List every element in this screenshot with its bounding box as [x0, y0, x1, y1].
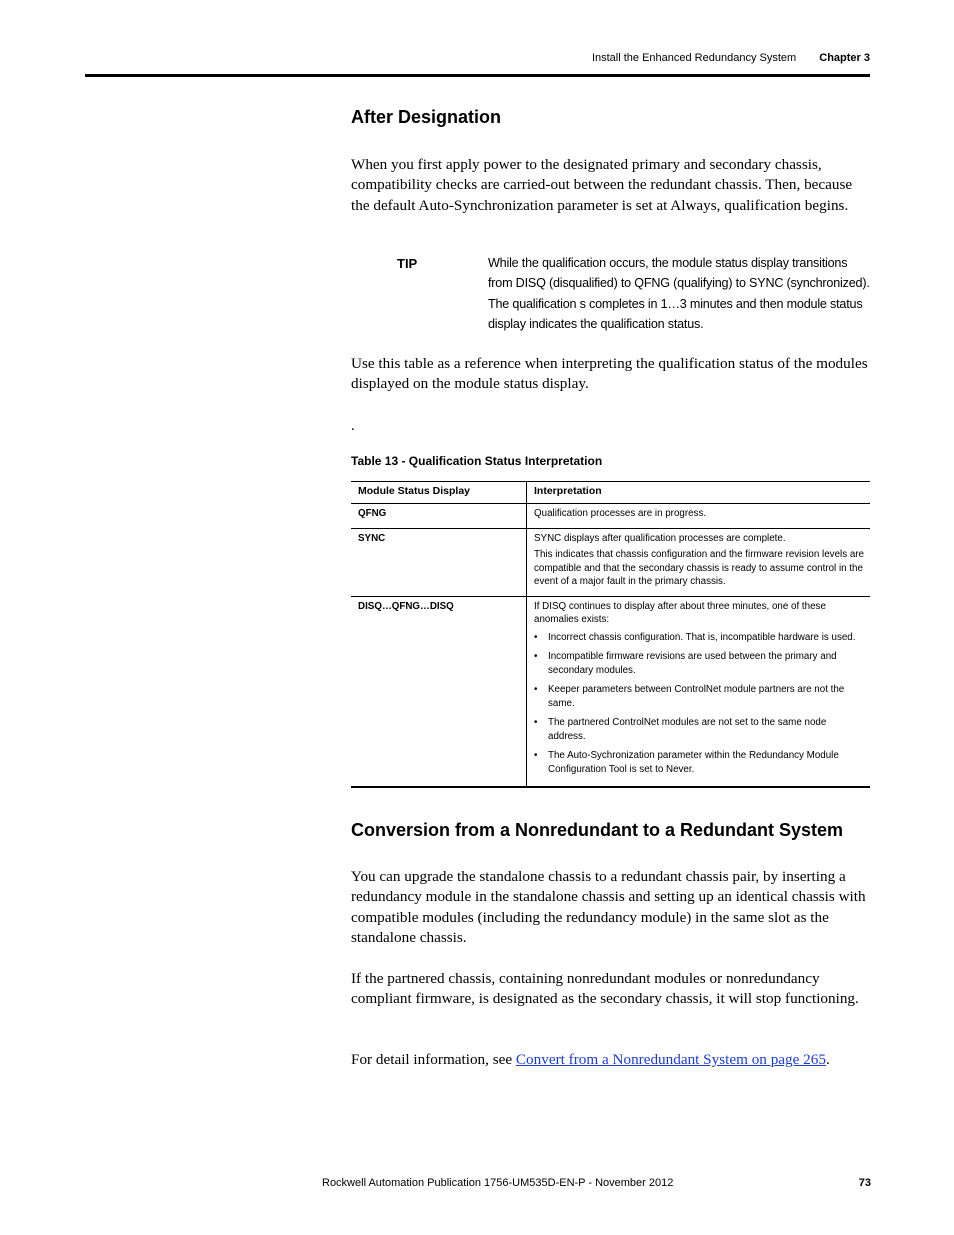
tip-text: While the qualification occurs, the module status display transitions from DISQ (disqualified) to QFNG (qualifying) to SYNC (synchronized). The qualification s completes in 1…3 minutes and then module status display indicates the qualification status.	[488, 256, 870, 331]
qualification-status-table	[351, 481, 870, 788]
interpretation-cell	[527, 528, 871, 596]
reference-suffix: .	[825, 1051, 830, 1068]
status-code-cell: DISQ…QFNG…DISQ	[351, 596, 527, 787]
page-number: 73	[858, 1177, 871, 1189]
interpretation-text: If DISQ continues to display after about three minutes, one of these anomalies exists:	[534, 600, 826, 625]
table-header-row	[351, 482, 870, 504]
interpretation-cell	[527, 596, 871, 787]
intro-paragraph: When you first apply power to the designated primary and secondary chassis, compatibility checks are carried-out between the redundant chassis. Then, because the default Auto-Synchronization parameter is set at Always, qualification begins.	[351, 156, 853, 214]
interpretation-cell	[527, 504, 871, 529]
list-item: • Incompatible firmware revisions are used between the primary and secondary modules.	[534, 650, 864, 677]
footer-publication: Rockwell Automation Publication 1756-UM535D-EN-P - November 2012	[322, 1177, 674, 1189]
header-section-title: Install the Enhanced Redundancy System	[591, 52, 797, 64]
table-header-cell: Interpretation	[527, 482, 871, 504]
heading-after-designation: After Designation	[351, 107, 502, 127]
list-item: • Incorrect chassis configuration. That is, incompatible hardware is used.	[534, 631, 864, 645]
status-code-cell: QFNG	[351, 504, 527, 529]
conversion-paragraph-3	[351, 1050, 871, 1070]
running-header	[0, 52, 870, 64]
heading-conversion: Conversion from a Nonredundant to a Redundant System	[351, 820, 844, 840]
table-intro-paragraph: Use this table as a reference when interpreting the qualification status of the modules displayed on the module status display.	[351, 355, 868, 393]
list-item: • Keeper parameters between ControlNet module partners are not the same.	[534, 683, 864, 710]
reference-prefix: For detail information, see	[351, 1051, 516, 1068]
table-row	[351, 528, 870, 596]
anomaly-list	[534, 631, 864, 777]
status-code-cell: SYNC	[351, 528, 527, 596]
stray-dot: .	[351, 418, 355, 434]
conversion-paragraph-2: If the partnered chassis, containing nonredundant modules or nonredundancy compliant firmware, is designated as the secondary chassis, it will stop functioning.	[351, 970, 859, 1008]
list-item: • The partnered ControlNet modules are not set to the same node address.	[534, 716, 864, 743]
table-caption: Table 13 - Qualification Status Interpretation	[351, 454, 603, 468]
conversion-paragraph-1: You can upgrade the standalone chassis to a redundant chassis pair, by inserting a redundancy module in the standalone chassis and setting up an identical chassis with compatible modules (including the redundancy module) in the same slot as the standalone chassis.	[351, 868, 866, 946]
interpretation-text: Qualification processes are in progress.	[534, 508, 707, 519]
header-chapter: Chapter 3	[819, 52, 870, 64]
convert-nonredundant-link[interactable]: Convert from a Nonredundant System on page 265	[515, 1051, 826, 1068]
table-row	[351, 504, 870, 529]
interpretation-text: SYNC displays after qualification processes are complete.	[534, 532, 786, 544]
interpretation-text: This indicates that chassis configuration and the firmware revision levels are compatible and that the secondary chassis is ready to assume control in the event of a major fault in the primary chassis.	[534, 549, 864, 587]
header-rule	[85, 74, 870, 77]
table-header-cell: Module Status Display	[351, 482, 527, 504]
tip-label: TIP	[397, 256, 418, 271]
table-row	[351, 596, 870, 787]
list-item: • The Auto-Sychronization parameter within the Redundancy Module Configuration Tool is set to Never.	[534, 749, 864, 776]
